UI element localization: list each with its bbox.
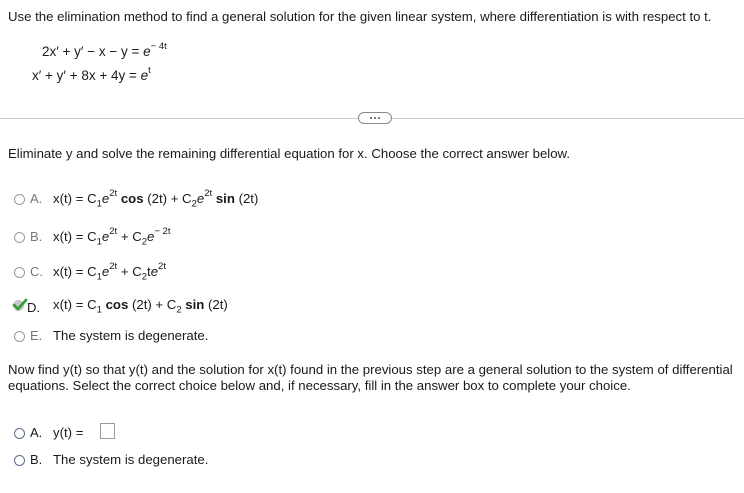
choice-math	[53, 260, 166, 283]
choice-text: The system is degenerate.	[53, 452, 209, 467]
choice-letter: D.	[27, 300, 40, 315]
base: e	[101, 229, 110, 244]
term: (2t)	[238, 191, 259, 206]
term: x(t) = C	[53, 229, 97, 244]
term: + C	[120, 229, 142, 244]
term: x(t) = C	[53, 191, 97, 206]
function-name: sin	[215, 191, 235, 206]
more-options-button[interactable]	[358, 112, 392, 124]
base: e	[196, 191, 205, 206]
exponent: 2t	[109, 225, 118, 237]
base: e	[101, 264, 110, 279]
function-name: cos	[120, 191, 144, 206]
term: (2t) + C	[131, 297, 177, 312]
equation-1-base: e	[143, 44, 151, 59]
term: (2t) + C	[147, 191, 192, 206]
part1-prompt: Eliminate y and solve the remaining differential equation for x. Choose the correct answer below.	[8, 146, 571, 161]
choice-math	[53, 187, 259, 210]
exponent: 2t	[158, 260, 166, 272]
correct-check-icon[interactable]	[12, 299, 27, 312]
base: e	[150, 264, 159, 279]
equation-2	[32, 64, 151, 84]
radio-button-icon[interactable]	[14, 267, 25, 278]
function-name: sin	[185, 297, 205, 312]
exponent: − 2t	[154, 225, 171, 237]
equation-1	[42, 40, 167, 60]
instruction-text: Use the elimination method to find a general solution for the given linear system, where differentiation is with respect to t.	[8, 9, 712, 24]
choice-letter: E.	[30, 328, 43, 343]
equation-2-exponent: t	[148, 64, 151, 76]
answer-input-box[interactable]	[100, 423, 115, 439]
equation-1-exponent: − 4t	[150, 40, 167, 52]
choice-letter: B.	[30, 229, 43, 244]
choice-letter: B.	[30, 452, 43, 467]
equation-2-equals: =	[129, 68, 137, 83]
term: x(t) = C	[53, 264, 97, 279]
more-dot-icon	[378, 117, 380, 119]
radio-button-icon[interactable]	[14, 232, 25, 243]
choice-letter: A.	[30, 191, 43, 206]
radio-button-icon[interactable]	[14, 194, 25, 205]
subscript: 2	[141, 271, 148, 283]
equation-1-equals: =	[131, 44, 140, 59]
choice-letter: C.	[30, 264, 43, 279]
subscript: 2	[141, 236, 148, 248]
choice-math	[53, 225, 171, 248]
exponent: 2t	[109, 260, 118, 272]
equation-2-base: e	[140, 68, 149, 83]
exponent: 2t	[109, 187, 118, 199]
subscript: 1	[96, 304, 102, 316]
part2-prompt-line1: Now find y(t) so that y(t) and the solution for x(t) found in the previous step are a general solution to the system of differential	[8, 362, 733, 377]
radio-button-icon[interactable]	[14, 428, 25, 439]
subscript: 1	[96, 271, 102, 283]
term: + C	[120, 264, 142, 279]
term: (2t)	[208, 297, 228, 312]
subscript: 2	[191, 198, 197, 210]
subscript: 1	[96, 236, 102, 248]
choice-text: y(t) =	[53, 425, 84, 440]
subscript: 2	[176, 304, 182, 316]
part2-prompt-line2: equations. Select the correct choice below and, if necessary, fill in the answer box to complete your choice.	[8, 378, 631, 393]
subscript: 1	[96, 198, 102, 210]
term: x(t) = C	[53, 297, 97, 312]
choice-math	[53, 297, 228, 316]
base: e	[101, 191, 110, 206]
base: e	[147, 229, 155, 244]
choice-letter: A.	[30, 425, 43, 440]
variable: t	[147, 264, 151, 279]
radio-button-icon[interactable]	[14, 455, 25, 466]
equation-1-lhs: 2x′ + y′ − x − y	[42, 44, 128, 59]
equation-2-lhs: x′ + y′ + 8x + 4y	[32, 68, 126, 83]
more-dot-icon	[374, 117, 376, 119]
more-dot-icon	[370, 117, 372, 119]
choice-text: The system is degenerate.	[53, 328, 209, 343]
function-name: cos	[105, 297, 129, 312]
exponent: 2t	[204, 187, 213, 199]
radio-button-icon[interactable]	[14, 331, 25, 342]
